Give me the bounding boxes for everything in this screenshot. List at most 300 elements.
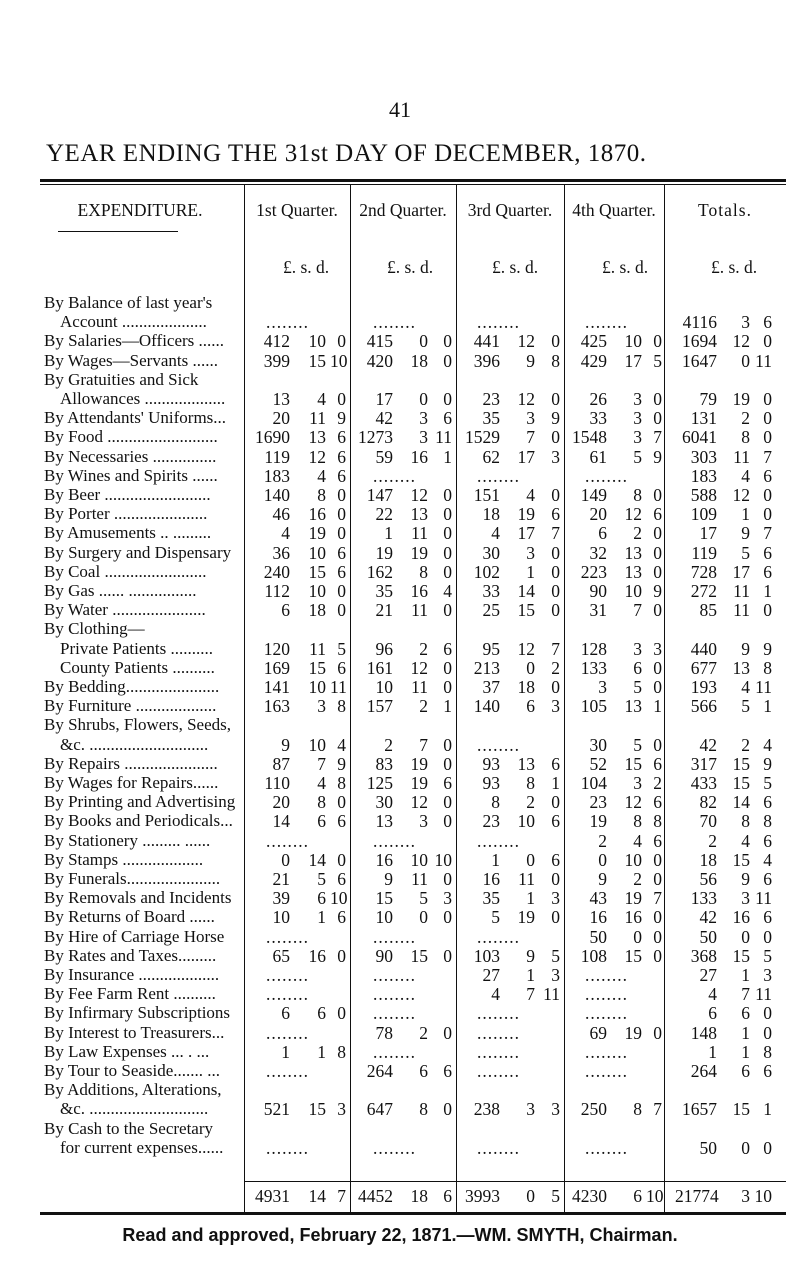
amount-shillings: 3	[741, 888, 750, 909]
amount-pence: 7	[763, 446, 772, 467]
amount-shillings: 6	[317, 1003, 326, 1024]
amount-shillings: 7	[526, 984, 535, 1005]
amount-pounds: 264	[366, 1061, 393, 1081]
amount-pence: 7	[653, 888, 662, 909]
blank-entry: ........	[477, 465, 520, 486]
amount-shillings: 7	[317, 753, 326, 774]
amount-pounds: 133	[690, 888, 717, 909]
units-q3: £. s. d.	[492, 257, 539, 277]
amount-shillings: 17	[517, 523, 535, 544]
amount-pounds: 223	[580, 561, 607, 582]
amount-pence: 6	[443, 773, 452, 793]
blank-entry: ........	[585, 1003, 628, 1024]
amount-pence: 0	[763, 389, 772, 409]
amount-pounds: 1	[281, 1041, 290, 1062]
amount-pence: 0	[653, 677, 662, 697]
amount-pounds: 2	[384, 734, 393, 755]
amount-shillings: 16	[410, 581, 428, 601]
amount-shillings: 7	[419, 734, 428, 755]
amount-shillings: 12	[517, 389, 535, 409]
amount-shillings: 1	[741, 1022, 750, 1043]
amount-pence: 5	[763, 773, 772, 793]
amount-pounds: 133	[580, 657, 607, 678]
amount-shillings: 5	[419, 888, 428, 909]
amount-pence: 11	[755, 677, 772, 697]
amount-pounds: 6	[281, 1003, 290, 1024]
amount-pence: 0	[337, 945, 346, 966]
row-description: By Additions, Alterations,	[44, 1080, 222, 1100]
amount-pence: 0	[653, 331, 662, 352]
blank-entry: ........	[373, 1003, 416, 1024]
amount-pence: 11	[755, 350, 772, 371]
amount-shillings: 11	[733, 446, 750, 467]
amount-shillings: 19	[624, 1022, 642, 1043]
amount-pence: 11	[755, 984, 772, 1005]
amount-pounds: 429	[580, 350, 607, 371]
amount-pounds: 20	[272, 408, 290, 429]
amount-shillings: 4	[741, 677, 750, 697]
amount-pence: 0	[443, 600, 452, 621]
amount-pounds: 10	[375, 677, 393, 697]
amount-shillings: 10	[308, 581, 326, 601]
amount-pence: 8	[763, 811, 772, 832]
amount-shillings: 19	[308, 523, 326, 544]
amount-pounds: 9	[598, 869, 607, 889]
amount-pence: 3	[653, 638, 662, 659]
amount-pence: 0	[337, 389, 346, 409]
amount-pence: 1	[763, 696, 772, 717]
amount-pence: 6	[763, 830, 772, 851]
row-description: By Water ......................	[44, 600, 206, 620]
amount-pounds: 102	[473, 561, 500, 582]
amount-pounds: 82	[699, 792, 717, 813]
amount-shillings: 3	[526, 408, 535, 429]
amount-shillings: 6	[633, 657, 642, 678]
amount-pounds: 412	[263, 331, 290, 352]
amount-shillings: 13	[624, 542, 642, 563]
amount-shillings: 15	[308, 350, 326, 371]
amount-pounds: 0	[281, 849, 290, 870]
amount-shillings: 15	[732, 773, 750, 793]
amount-pence: 6	[337, 869, 346, 889]
bottom-rule	[40, 1212, 786, 1215]
amount-pence: 3	[763, 965, 772, 985]
amount-shillings: 2	[526, 792, 535, 813]
amount-pence: 3	[337, 1099, 346, 1120]
amount-pence: 6	[551, 849, 560, 870]
blank-entry: ........	[373, 312, 416, 333]
blank-entry: ........	[266, 830, 309, 851]
header-expenditure: EXPENDITURE.	[77, 200, 203, 220]
amount-pence: 0	[551, 542, 560, 563]
amount-shillings: 9	[741, 638, 750, 659]
amount-pounds: 90	[375, 945, 393, 966]
total-pence: 6	[443, 1186, 452, 1206]
amount-shillings: 16	[308, 945, 326, 966]
column-divider	[350, 184, 351, 1213]
blank-entry: ........	[266, 926, 309, 947]
amount-pounds: 677	[690, 657, 717, 678]
amount-pounds: 2	[708, 830, 717, 851]
amount-shillings: 2	[419, 696, 428, 717]
amount-pounds: 399	[263, 350, 290, 371]
amount-pounds: 18	[699, 849, 717, 870]
amount-pence: 0	[763, 485, 772, 505]
amount-pounds: 16	[375, 849, 393, 870]
total-shillings: 6	[633, 1186, 642, 1206]
amount-pounds: 103	[473, 945, 500, 966]
blank-entry: ........	[477, 926, 520, 947]
amount-shillings: 8	[526, 773, 535, 793]
amount-pounds: 183	[263, 465, 290, 486]
amount-pence: 7	[763, 523, 772, 544]
units-q1: £. s. d.	[283, 257, 330, 277]
row-description: Account ....................	[60, 312, 207, 332]
column-divider	[456, 184, 457, 1213]
blank-entry: ........	[477, 830, 520, 851]
blank-entry: ........	[373, 965, 416, 985]
amount-pence: 0	[337, 331, 346, 352]
row-description: By Law Expenses ... . ...	[44, 1041, 210, 1061]
amount-pence: 0	[337, 504, 346, 525]
amount-pence: 7	[653, 1099, 662, 1120]
amount-pounds: 9	[281, 734, 290, 755]
amount-pence: 0	[551, 331, 560, 352]
header-underline	[58, 231, 178, 232]
total-pounds: 3993	[465, 1186, 500, 1206]
amount-shillings: 5	[741, 696, 750, 717]
row-description: By Interest to Treasurers...	[44, 1022, 225, 1042]
amount-shillings: 4	[317, 389, 326, 409]
amount-pence: 0	[551, 677, 560, 697]
amount-pence: 0	[551, 427, 560, 448]
amount-shillings: 8	[317, 792, 326, 813]
amount-shillings: 0	[741, 926, 750, 947]
row-description: By Bedding......................	[44, 677, 220, 696]
amount-pounds: 30	[375, 792, 393, 813]
amount-pounds: 163	[263, 696, 290, 717]
total-pounds: 4931	[255, 1186, 290, 1206]
amount-pounds: 119	[691, 542, 717, 563]
amount-pence: 0	[443, 389, 452, 409]
amount-shillings: 3	[526, 542, 535, 563]
amount-pence: 6	[763, 561, 772, 582]
amount-pence: 10	[330, 350, 348, 371]
amount-pence: 8	[337, 1041, 346, 1062]
row-description: By Returns of Board ......	[44, 907, 215, 927]
amount-pence: 5	[653, 350, 662, 371]
amount-pounds: 23	[589, 792, 607, 813]
amount-pence: 6	[443, 1061, 452, 1081]
amount-pence: 0	[653, 600, 662, 621]
amount-pounds: 18	[482, 504, 500, 525]
amount-shillings: 3	[419, 408, 428, 429]
row-description: By Wines and Spirits ......	[44, 465, 218, 485]
blank-entry: ........	[373, 926, 416, 947]
amount-shillings: 15	[624, 753, 642, 774]
amount-pounds: 1273	[358, 427, 393, 448]
header-quarter-1: 1st Quarter.	[256, 200, 338, 220]
amount-pounds: 96	[375, 638, 393, 659]
amount-pounds: 20	[272, 792, 290, 813]
amount-pence: 0	[763, 504, 772, 525]
blank-entry: ........	[266, 1137, 309, 1158]
amount-pence: 6	[763, 869, 772, 889]
amount-pence: 0	[653, 485, 662, 505]
total-pence: 7	[337, 1186, 346, 1206]
amount-pounds: 4	[281, 523, 290, 544]
amount-pence: 1	[551, 773, 560, 793]
amount-shillings: 11	[518, 869, 535, 889]
amount-shillings: 11	[309, 638, 326, 659]
amount-shillings: 7	[526, 427, 535, 448]
amount-pounds: 112	[264, 581, 290, 601]
amount-pence: 0	[337, 523, 346, 544]
amount-pounds: 147	[366, 485, 393, 505]
amount-shillings: 19	[410, 542, 428, 563]
amount-pence: 0	[337, 485, 346, 505]
amount-pounds: 1657	[682, 1099, 717, 1120]
amount-shillings: 10	[308, 542, 326, 563]
top-rule-thick	[40, 179, 786, 182]
amount-shillings: 1	[526, 965, 535, 985]
amount-pounds: 30	[589, 734, 607, 755]
amount-shillings: 19	[517, 504, 535, 525]
amount-pence: 8	[337, 773, 346, 793]
amount-pence: 6	[763, 907, 772, 928]
amount-pence: 6	[653, 753, 662, 774]
amount-pounds: 35	[375, 581, 393, 601]
amount-shillings: 15	[517, 600, 535, 621]
amount-pence: 0	[337, 792, 346, 813]
amount-pounds: 42	[375, 408, 393, 429]
amount-pence: 0	[653, 389, 662, 409]
amount-pounds: 16	[589, 907, 607, 928]
total-pence: 5	[551, 1186, 560, 1206]
amount-pounds: 2	[598, 830, 607, 851]
units-q4: £. s. d.	[602, 257, 649, 277]
amount-shillings: 8	[741, 427, 750, 448]
amount-shillings: 6	[317, 888, 326, 909]
amount-pence: 6	[763, 465, 772, 486]
amount-pence: 0	[551, 485, 560, 505]
amount-shillings: 3	[526, 1099, 535, 1120]
amount-shillings: 12	[517, 638, 535, 659]
amount-pence: 6	[337, 542, 346, 563]
amount-pence: 6	[337, 465, 346, 486]
amount-shillings: 8	[419, 1099, 428, 1120]
amount-pounds: 25	[482, 600, 500, 621]
amount-shillings: 1	[317, 1041, 326, 1062]
amount-pounds: 647	[366, 1099, 393, 1120]
blank-entry: ........	[477, 1041, 520, 1062]
amount-pence: 6	[551, 753, 560, 774]
amount-pounds: 26	[589, 389, 607, 409]
amount-pounds: 6	[598, 523, 607, 544]
amount-pounds: 36	[272, 542, 290, 563]
amount-pence: 6	[443, 408, 452, 429]
amount-pence: 11	[435, 427, 452, 448]
amount-pounds: 42	[699, 734, 717, 755]
amount-pounds: 17	[375, 389, 393, 409]
blank-entry: ........	[477, 1022, 520, 1043]
amount-shillings: 3	[317, 696, 326, 717]
row-description: By Porter ......................	[44, 504, 208, 524]
row-description: &c. ............................	[60, 1099, 209, 1119]
amount-pence: 8	[763, 657, 772, 678]
row-description: Private Patients ..........	[60, 638, 213, 658]
amount-shillings: 3	[419, 427, 428, 448]
blank-entry: ........	[585, 984, 628, 1005]
row-description: By Furniture ...................	[44, 696, 217, 716]
amount-pounds: 79	[699, 389, 717, 409]
amount-pence: 9	[337, 753, 346, 774]
amount-pence: 0	[763, 427, 772, 448]
amount-pence: 0	[337, 600, 346, 621]
amount-shillings: 5	[633, 734, 642, 755]
amount-pounds: 33	[482, 581, 500, 601]
amount-pence: 6	[763, 1061, 772, 1081]
amount-pounds: 368	[690, 945, 717, 966]
amount-shillings: 11	[309, 408, 326, 429]
amount-pounds: 120	[263, 638, 290, 659]
row-description: By Cash to the Secretary	[44, 1118, 214, 1138]
amount-shillings: 16	[624, 907, 642, 928]
blank-entry: ........	[585, 465, 628, 486]
amount-shillings: 12	[732, 331, 750, 352]
amount-pounds: 588	[690, 485, 717, 505]
amount-pence: 5	[551, 945, 560, 966]
amount-pence: 0	[443, 792, 452, 813]
amount-shillings: 13	[732, 657, 750, 678]
amount-pounds: 521	[263, 1099, 290, 1120]
amount-pounds: 161	[366, 657, 393, 678]
amount-pounds: 148	[690, 1022, 717, 1043]
blank-entry: ........	[373, 1041, 416, 1062]
amount-pounds: 87	[272, 753, 290, 774]
amount-shillings: 12	[624, 792, 642, 813]
amount-pounds: 303	[690, 446, 717, 467]
amount-pence: 6	[337, 446, 346, 467]
amount-shillings: 10	[308, 677, 326, 697]
amount-pence: 8	[337, 696, 346, 717]
amount-pounds: 162	[366, 561, 393, 582]
amount-pence: 0	[653, 945, 662, 966]
amount-shillings: 0	[419, 331, 428, 352]
row-description: By Funerals......................	[44, 869, 221, 888]
amount-shillings: 2	[741, 734, 750, 755]
row-description: By Surgery and Dispensary	[44, 542, 232, 562]
amount-pence: 0	[551, 792, 560, 813]
amount-pounds: 23	[482, 389, 500, 409]
amount-pence: 9	[653, 581, 662, 601]
amount-shillings: 19	[732, 389, 750, 409]
blank-entry: ........	[477, 734, 520, 755]
amount-pounds: 131	[690, 408, 717, 429]
amount-pounds: 119	[264, 446, 290, 467]
row-description: By Printing and Advertising	[44, 792, 236, 812]
amount-pounds: 0	[598, 849, 607, 870]
amount-pence: 6	[763, 312, 772, 333]
amount-pence: 0	[443, 504, 452, 525]
amount-pounds: 56	[699, 869, 717, 889]
amount-shillings: 3	[633, 773, 642, 793]
amount-pounds: 396	[473, 350, 500, 371]
amount-pounds: 441	[473, 331, 500, 352]
amount-pounds: 70	[699, 811, 717, 832]
amount-shillings: 1	[741, 965, 750, 985]
amount-pounds: 39	[272, 888, 290, 909]
amount-pounds: 69	[589, 1022, 607, 1043]
amount-pounds: 213	[473, 657, 500, 678]
amount-pounds: 728	[690, 561, 717, 582]
amount-pounds: 104	[580, 773, 607, 793]
amount-pence: 0	[653, 1022, 662, 1043]
total-pence: 10	[754, 1186, 772, 1206]
amount-pounds: 240	[263, 561, 290, 582]
amount-shillings: 3	[633, 389, 642, 409]
amount-shillings: 8	[633, 485, 642, 505]
amount-pounds: 23	[482, 811, 500, 832]
amount-pence: 6	[337, 427, 346, 448]
amount-pence: 3	[551, 965, 560, 985]
amount-pounds: 433	[690, 773, 717, 793]
amount-pence: 3	[443, 888, 452, 909]
amount-pounds: 415	[366, 331, 393, 352]
amount-pence: 0	[443, 1022, 452, 1043]
amount-pounds: 6	[281, 600, 290, 621]
units-q2: £. s. d.	[387, 257, 434, 277]
amount-pence: 5	[763, 945, 772, 966]
amount-pence: 9	[337, 408, 346, 429]
amount-pence: 0	[653, 561, 662, 582]
amount-shillings: 12	[410, 485, 428, 505]
row-description: By Fee Farm Rent ..........	[44, 984, 216, 1004]
blank-entry: ........	[585, 1137, 628, 1158]
amount-shillings: 10	[624, 581, 642, 601]
amount-pounds: 108	[580, 945, 607, 966]
row-description: By Gratuities and Sick	[44, 369, 199, 389]
row-description: By Repairs ......................	[44, 753, 218, 773]
blank-entry: ........	[266, 984, 309, 1005]
amount-pence: 1	[763, 581, 772, 601]
amount-shillings: 10	[410, 849, 428, 870]
amount-pence: 3	[551, 1099, 560, 1120]
amount-pence: 7	[551, 638, 560, 659]
amount-shillings: 18	[308, 600, 326, 621]
amount-pence: 0	[337, 1003, 346, 1024]
row-description: By Tour to Seaside....... ...	[44, 1061, 221, 1080]
amount-pence: 0	[551, 600, 560, 621]
amount-shillings: 19	[410, 773, 428, 793]
total-shillings: 3	[741, 1186, 750, 1206]
amount-shillings: 14	[517, 581, 535, 601]
amount-pence: 0	[763, 1003, 772, 1024]
amount-pence: 3	[551, 888, 560, 909]
amount-pounds: 272	[690, 581, 717, 601]
amount-shillings: 5	[633, 677, 642, 697]
amount-pence: 4	[337, 734, 346, 755]
amount-shillings: 6	[317, 811, 326, 832]
total-pounds: 4452	[358, 1186, 393, 1206]
amount-pence: 6	[337, 811, 346, 832]
amount-pence: 0	[763, 1022, 772, 1043]
amount-pounds: 140	[473, 696, 500, 717]
amount-shillings: 15	[624, 945, 642, 966]
amount-shillings: 13	[624, 561, 642, 582]
amount-pence: 0	[763, 408, 772, 429]
amount-shillings: 15	[732, 753, 750, 774]
